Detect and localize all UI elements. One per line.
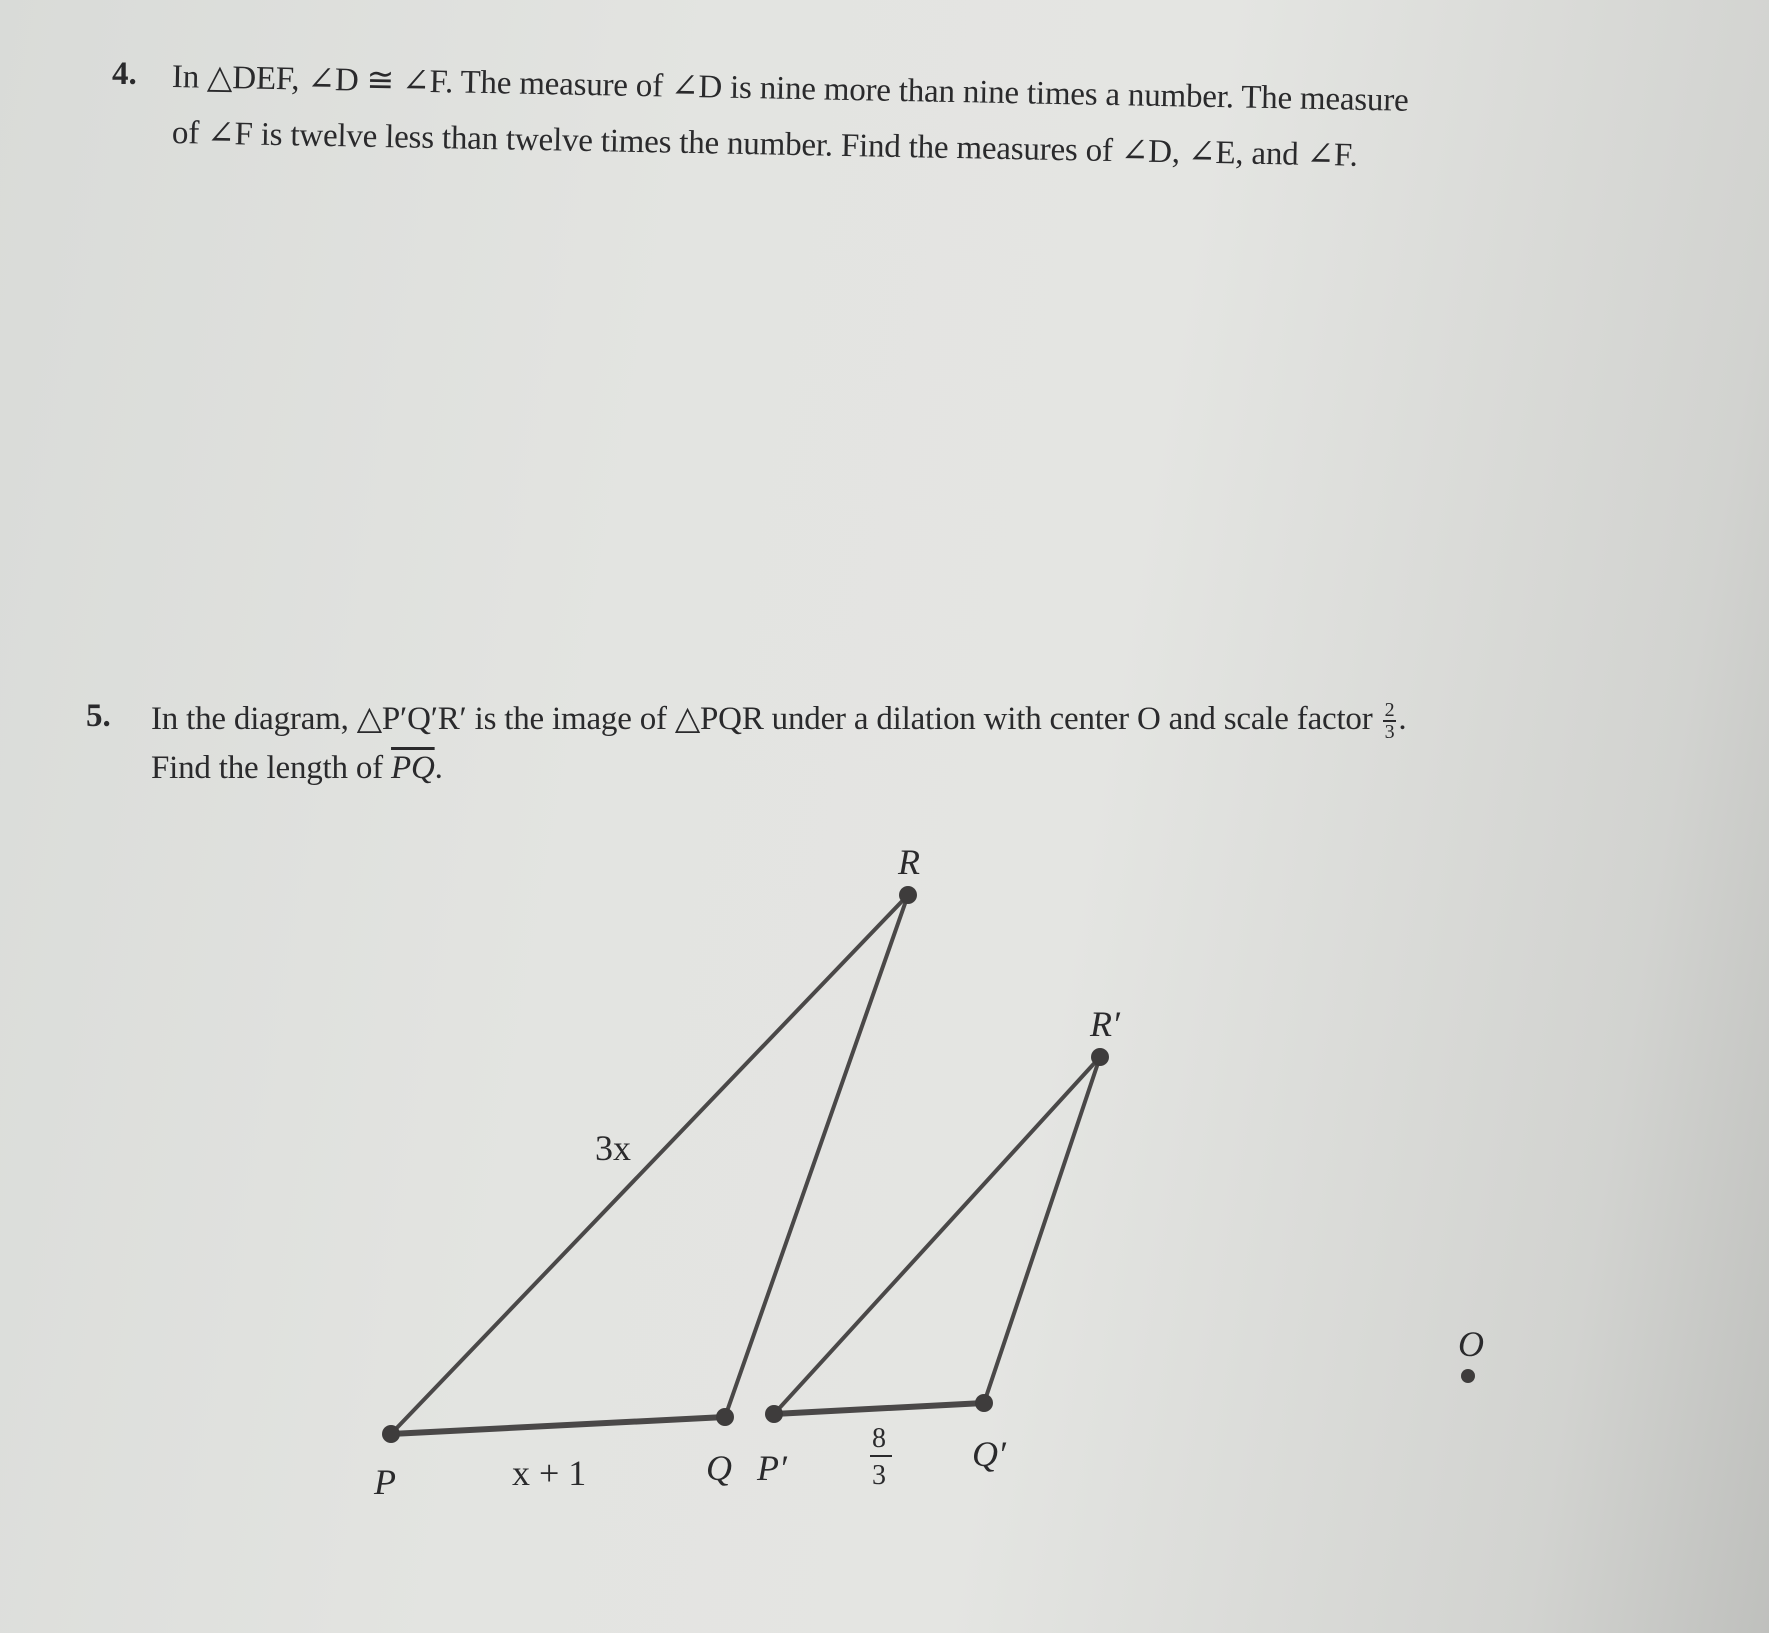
segment-QpRp xyxy=(984,1057,1100,1403)
label-side-PR: 3x xyxy=(595,1128,631,1168)
label-side-PQ: x + 1 xyxy=(512,1453,587,1493)
segment-PpQp xyxy=(774,1403,984,1414)
segment-PQ xyxy=(391,1417,725,1434)
point-O xyxy=(1461,1369,1475,1383)
label-P: P xyxy=(374,1462,396,1502)
period: . xyxy=(434,750,443,786)
problem-5-text: In the diagram, △P′Q′R′ is the image of △PQR under a dilation with center O and scale factor xyxy=(151,701,1373,737)
point-R xyxy=(899,886,917,904)
problem-4-line-1: In △DEF, ∠D ≅ ∠F. The measure of ∠D is nine more than nine times a number. The measure xyxy=(171,59,1409,119)
point-Q xyxy=(716,1408,734,1426)
numerator: 2 xyxy=(1384,699,1395,722)
segment-PpRp xyxy=(774,1057,1100,1414)
problem-4-line-2: of ∠F is twelve less than twelve times the number. Find the measures of ∠D, ∠E, and ∠F. xyxy=(171,115,1358,174)
label-side-PpQp-den: 3 xyxy=(872,1460,886,1491)
period: . xyxy=(1398,701,1407,737)
label-P-prime: P′ xyxy=(757,1448,787,1488)
label-O: O xyxy=(1458,1324,1484,1364)
point-R-prime xyxy=(1091,1048,1109,1066)
point-P xyxy=(382,1425,400,1443)
problem-4-number: 4. xyxy=(112,56,137,92)
label-Q-prime: Q′ xyxy=(972,1434,1006,1474)
problem-5-number: 5. xyxy=(86,698,111,734)
label-R-prime: R′ xyxy=(1090,1004,1120,1044)
denominator: 3 xyxy=(1384,721,1395,744)
problem-5-prompt: Find the length of xyxy=(151,750,383,786)
label-Q: Q xyxy=(706,1448,732,1488)
label-R: R xyxy=(898,842,920,882)
segment-QR xyxy=(725,895,908,1417)
label-side-PpQp-num: 8 xyxy=(872,1423,886,1454)
point-Q-prime xyxy=(975,1394,993,1412)
point-P-prime xyxy=(765,1405,783,1423)
segment-pq: $\overline{PQ}$ xyxy=(391,750,435,786)
